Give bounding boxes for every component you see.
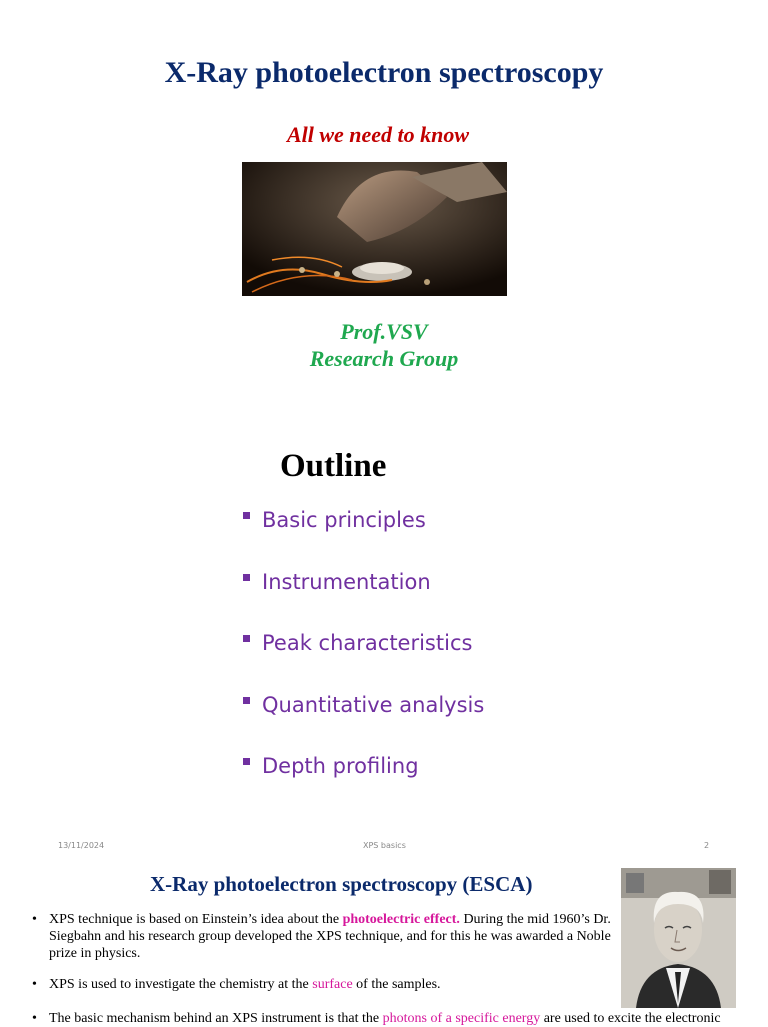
bullet-icon	[243, 512, 250, 519]
footer-date: 13/11/2024	[58, 841, 105, 850]
author-name: Prof.VSV	[340, 319, 428, 344]
bullet-icon	[243, 574, 250, 581]
slide2-title: X-Ray photoelectron spectroscopy (ESCA)	[150, 872, 533, 896]
outline-item: Instrumentation	[243, 570, 431, 594]
bullet-item: • XPS technique is based on Einstein’s idea about the photoelectric effect. During the mid 1960’s Dr. Siegbahn and his research group developed the XPS technique, and for this he was awarded a Noble prize in physics.	[32, 912, 611, 961]
bullet-item: • The basic mechanism behind an XPS instrument is that the photons of a specific energy are used to excite the electronic	[32, 1011, 721, 1026]
outline-item: Depth profiling	[243, 754, 419, 778]
outline-title: Outline	[280, 448, 387, 484]
bullet-icon	[243, 758, 250, 765]
bullet-icon	[243, 635, 250, 642]
xps-instrument-photo	[242, 162, 507, 296]
bullet-icon: •	[32, 912, 37, 927]
bullet-icon: •	[32, 977, 37, 992]
outline-item: Quantitative analysis	[243, 693, 484, 717]
slide-subtitle: All we need to know	[286, 122, 470, 147]
highlight-text: photoelectric effect.	[342, 912, 460, 927]
highlight-text: photons of a specific energy	[382, 1011, 541, 1026]
bullet-item: • XPS is used to investigate the chemistry at the surface of the samples.	[32, 977, 441, 992]
outline-item: Peak characteristics	[243, 631, 472, 655]
footer-page-number: 2	[704, 841, 710, 850]
highlight-text: surface	[312, 977, 353, 992]
outline-item: Basic principles	[243, 508, 426, 532]
footer-title: XPS basics	[363, 841, 406, 850]
author-group: Research Group	[309, 346, 459, 371]
bullet-icon: •	[32, 1011, 37, 1026]
slide-title: X-Ray photoelectron spectroscopy	[164, 56, 604, 89]
bullet-icon	[243, 697, 250, 704]
